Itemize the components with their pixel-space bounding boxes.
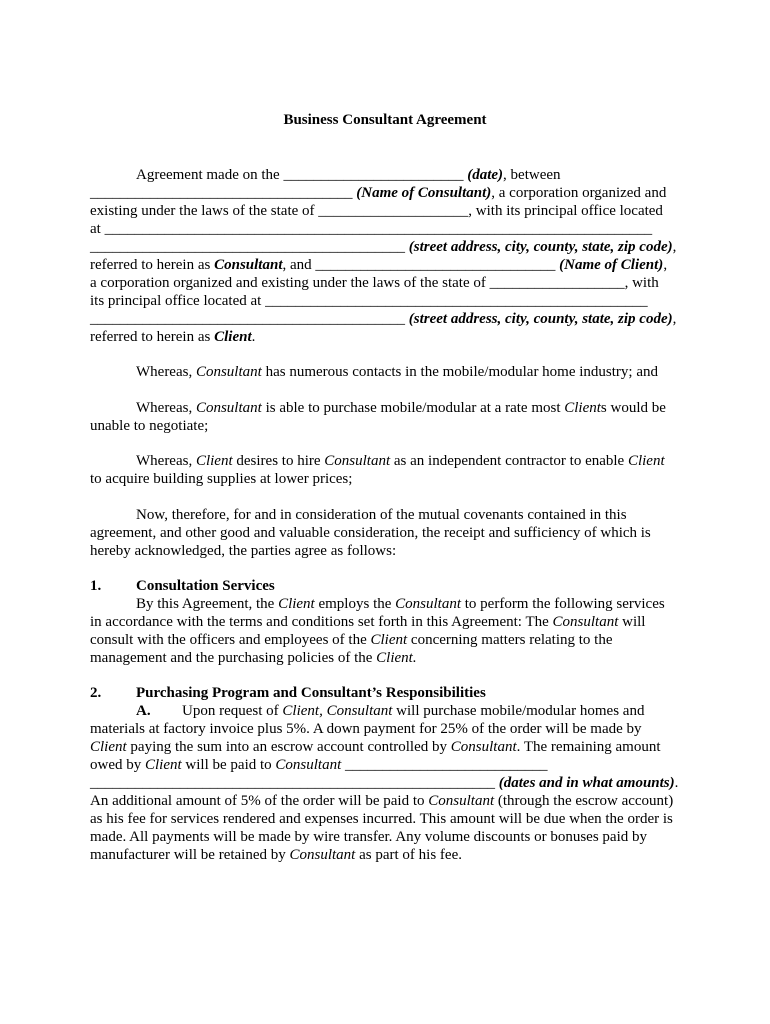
client-term: Client [145,757,182,773]
whereas-text: Whereas, [136,364,196,380]
intro-line-1 [136,166,561,184]
section-2-line-3 [90,738,660,756]
intro-text: , [663,257,668,273]
section-text: will [618,614,646,630]
intro-line-5 [90,238,676,256]
address-blank: __________________________________________ [90,311,409,327]
whereas-text: is able to purchase mobile/modular at a rate most [261,400,565,416]
client-name-label: (Name of Client) [559,257,664,273]
whereas-text: s would be [600,400,666,416]
section-2-line-2: materials at factory invoice plus 5%. A down payment for 25% of the order will be made by [90,721,642,737]
payment-blank: ______________________________________________________ [90,775,499,791]
section-2-number: 2. [90,685,102,701]
section-text: in accordance with the terms and conditions set forth in this Agreement: The [90,614,553,630]
consultant-term: Consultant [450,739,517,755]
section-text: concerning matters relating to the [407,632,613,648]
consultant-term: Consultant [428,793,495,809]
section-text: employs the [314,596,396,612]
address-blank: __________________________________________ [90,239,409,255]
intro-line-6 [90,256,667,274]
subsection-a-label: A. [136,703,151,719]
whereas-text: desires to hire [232,453,325,469]
section-1-line-1 [136,595,665,613]
client-consultant-term: Client, Consultant [282,703,393,719]
section-1-line-3 [90,631,613,649]
section-1-number: 1. [90,578,102,594]
whereas-text: as an independent contractor to enable [390,453,628,469]
date-placeholder-label: (date) [467,167,504,183]
client-term: Client [195,453,233,469]
section-text: Upon request of [182,703,283,719]
section-text: (through the escrow account) [494,793,674,809]
intro-line-8: its principal office located at ___________________________________________________ [90,293,648,309]
consultant-name-label: (Name of Consultant) [356,185,492,201]
page-title: Business Consultant Agreement [283,112,487,128]
section-2-line-8: made. All payments will be made by wire transfer. Any volume discounts or bonuses paid by [90,829,647,845]
consultant-term: Consultant [289,847,356,863]
now-line-3: hereby acknowledged, the parties agree as follows: [90,543,397,559]
whereas-3-line-2: to acquire building supplies at lower prices; [90,471,353,487]
section-text: By this Agreement, the [136,596,279,612]
intro-line-7: a corporation organized and existing under the laws of the state of __________________, with [90,275,659,291]
client-term: Client [627,453,665,469]
intro-text: . [251,329,256,345]
section-1-line-4 [90,649,417,667]
address-label: (street address, city, county, state, zip code) [408,311,673,327]
section-2-heading: Purchasing Program and Consultant’s Responsibilities [136,685,486,701]
section-text: to perform the following services [461,596,665,612]
client-term: Client [564,400,601,416]
client-term: Client. [376,650,417,666]
intro-line-3: existing under the laws of the state of ____________________, with its principal office located [90,203,663,219]
intro-line-9 [90,310,676,328]
client-term: Client [90,739,127,755]
consultant-term: Consultant [195,400,262,416]
intro-line-10 [90,328,255,346]
client-term: Client [278,596,315,612]
section-text: owed by [90,757,145,773]
section-text: . The remaining amount [516,739,661,755]
client-name-blank: , and ________________________________ [282,257,560,273]
section-text: consult with the officers and employees of the [90,632,371,648]
intro-text: referred to herein as [90,329,215,345]
consultant-term: Consultant [395,596,461,612]
section-1-heading: Consultation Services [136,578,275,594]
section-text: will be paid to [181,757,276,773]
section-text: An additional amount of 5% of the order will be paid to [90,793,429,809]
consultant-term: Consultant [324,453,391,469]
whereas-3-line-1 [136,452,665,470]
intro-text: , [672,239,677,255]
address-label: (street address, city, county, state, zip code) [408,239,673,255]
payment-blank: ___________________________ [341,757,548,773]
whereas-text: Whereas, [136,453,196,469]
section-2-line-9 [90,846,462,864]
whereas-1 [136,363,658,381]
whereas-2-line-2: unable to negotiate; [90,418,209,434]
client-term: Client [214,329,252,345]
client-term: Client [370,632,408,648]
section-text: will purchase mobile/modular homes and [392,703,645,719]
intro-text: , [672,311,677,327]
intro-text: , between [503,167,561,183]
intro-line-2 [90,184,666,202]
whereas-2-line-1 [136,399,666,417]
section-text: paying the sum into an escrow account controlled by [126,739,451,755]
section-text: management and the purchasing policies of the [90,650,377,666]
section-text: manufacturer will be retained by [90,847,290,863]
intro-text: Agreement made on the ________________________ [136,167,468,183]
intro-line-4: at _________________________________________________________________________ [90,221,653,237]
whereas-text: has numerous contacts in the mobile/modular home industry; and [261,364,659,380]
now-line-1: Now, therefore, for and in consideration of the mutual covenants contained in this [136,507,627,523]
whereas-text: Whereas, [136,400,196,416]
section-text: . [674,775,679,791]
consultant-term: Consultant [275,757,342,773]
section-2-line-1 [182,702,644,720]
consultant-term: Consultant [195,364,262,380]
section-2-line-7: as his fee for services rendered and expenses incurred. This amount will be due when the order is [90,811,673,827]
now-line-2: agreement, and other good and valuable consideration, the receipt and sufficiency of which is [90,525,651,541]
consultant-term: Consultant [214,257,283,273]
section-text: as part of his fee. [355,847,462,863]
section-1-line-2 [90,613,645,631]
section-2-line-5 [90,774,678,792]
intro-text: referred to herein as [90,257,215,273]
consultant-term: Consultant [552,614,619,630]
section-2-line-6 [90,792,673,810]
dates-amounts-label: (dates and in what amounts) [498,775,675,791]
section-2-line-4 [90,756,548,774]
intro-text: , a corporation organized and [491,185,667,201]
consultant-name-blank: ___________________________________ [90,185,357,201]
